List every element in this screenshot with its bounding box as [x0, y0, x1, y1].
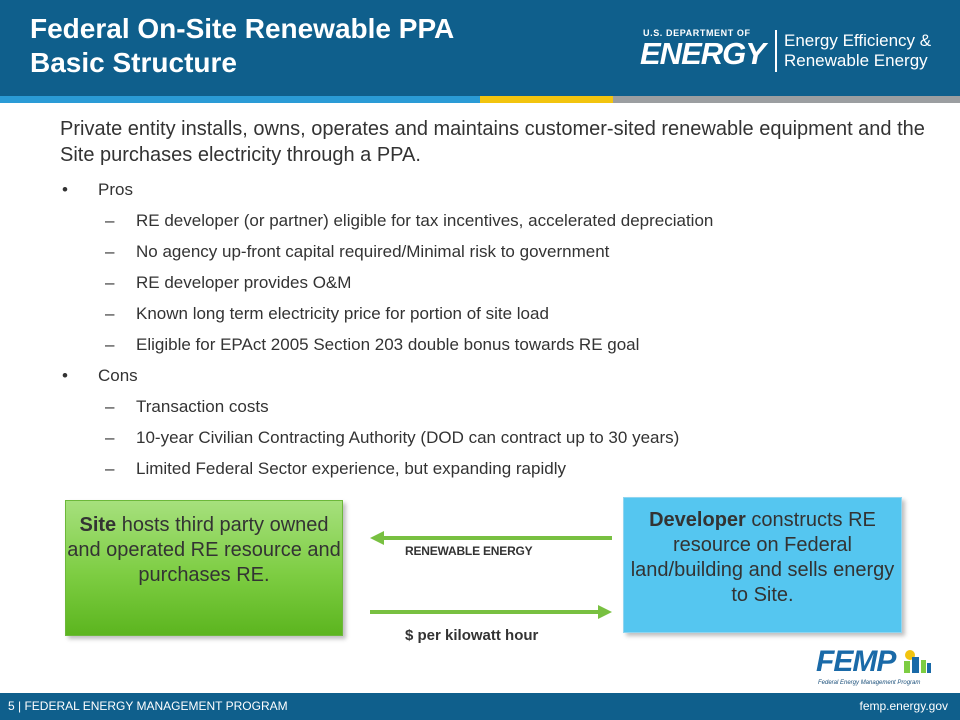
pro-item-4: Known long term electricity price for portion of site load	[136, 304, 549, 323]
developer-box-text: constructs RE resource on Federal land/building and sells energy to Site.	[630, 509, 895, 606]
doe-logo-small-text: U.S. DEPARTMENT OF	[643, 28, 751, 38]
cons-heading	[62, 360, 942, 391]
header-bar	[0, 0, 960, 96]
dash-mark: –	[105, 304, 115, 323]
renewable-energy-label: RENEWABLE ENERGY	[405, 544, 533, 558]
logo-divider	[775, 30, 777, 72]
pro-item-1: RE developer (or partner) eligible for tax incentives, accelerated depreciation	[136, 211, 714, 230]
list-item	[62, 329, 942, 360]
office-line-1: Energy Efficiency &	[784, 31, 932, 50]
payment-arrow	[368, 602, 614, 622]
developer-box-bold: Developer	[649, 509, 746, 531]
con-item-3: Limited Federal Sector experience, but expanding rapidly	[136, 459, 566, 478]
accent-stripe-gray	[613, 96, 960, 103]
dash-mark: –	[105, 335, 115, 354]
site-box	[65, 500, 343, 636]
con-item-2: 10-year Civilian Contracting Authority (DOD can contract up to 30 years)	[136, 428, 680, 447]
femp-subtitle: Federal Energy Management Program	[818, 680, 921, 686]
building-sun-icon	[900, 649, 932, 673]
payment-label: $ per kilowatt hour	[405, 627, 539, 644]
list-item	[62, 236, 942, 267]
site-box-bold: Site	[79, 514, 117, 536]
page-title	[30, 12, 454, 80]
doe-eere-logo	[640, 28, 940, 74]
dash-mark: –	[105, 242, 115, 261]
list-item	[62, 391, 942, 422]
femp-logo	[812, 645, 932, 690]
pro-item-5: Eligible for EPAct 2005 Section 203 double bonus towards RE goal	[136, 335, 640, 354]
dash-mark: –	[105, 428, 115, 447]
accent-stripe-yellow	[480, 96, 613, 103]
title-line-1: Federal On-Site Renewable PPA	[30, 13, 455, 44]
list-item	[62, 453, 942, 484]
pro-item-3: RE developer provides O&M	[136, 273, 352, 292]
con-item-1: Transaction costs	[136, 397, 269, 416]
dash-mark: –	[105, 211, 115, 230]
bullet-mark: •	[62, 366, 68, 385]
footer-bar	[0, 693, 960, 720]
footer-website: femp.energy.gov	[859, 699, 948, 713]
dash-mark: –	[105, 273, 115, 292]
dash-mark: –	[105, 459, 115, 478]
footer-program: 5 | FEDERAL ENERGY MANAGEMENT PROGRAM	[8, 699, 288, 713]
list-item	[62, 205, 942, 236]
intro-paragraph: Private entity installs, owns, operates and maintains customer-sited renewable equipment and the Site purchases electricity through a PPA.	[60, 118, 925, 166]
cons-label: Cons	[98, 366, 138, 385]
pros-cons-list	[62, 174, 942, 484]
femp-wordmark: FEMP	[816, 645, 896, 678]
list-item	[62, 298, 942, 329]
accent-stripe-blue	[0, 96, 480, 103]
bullet-mark: •	[62, 180, 68, 199]
pros-heading	[62, 174, 942, 205]
office-line-2: Renewable Energy	[784, 51, 928, 70]
developer-box	[623, 497, 902, 633]
title-line-2: Basic Structure	[30, 47, 237, 78]
list-item	[62, 267, 942, 298]
doe-logo-wordmark: ENERGY	[640, 36, 765, 71]
list-item	[62, 422, 942, 453]
site-box-text: hosts third party owned and operated RE resource and purchases RE.	[67, 514, 341, 586]
eere-office-name	[784, 31, 931, 71]
pros-label: Pros	[98, 180, 133, 199]
pro-item-2: No agency up-front capital required/Minimal risk to government	[136, 242, 610, 261]
dash-mark: –	[105, 397, 115, 416]
